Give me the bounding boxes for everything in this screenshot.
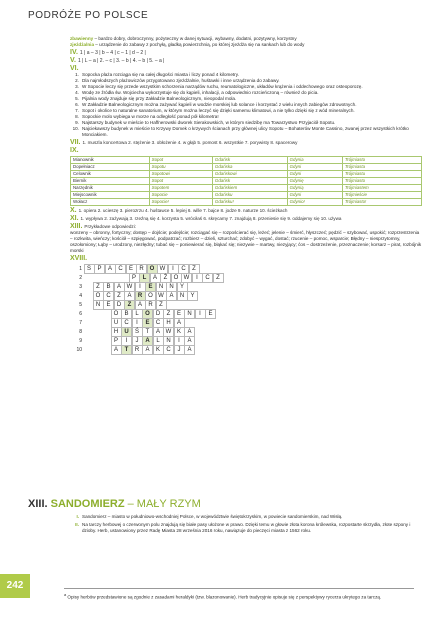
glossary-text: – urządzenie do zabawy z pochyłą, gładką powierzchnią, po której zjeżdża się na sankach lub do wody	[94, 42, 305, 47]
crossword-row	[72, 264, 422, 273]
case-form-cell: Trójmiasto!	[342, 199, 421, 206]
crossword-cell: Y	[187, 291, 198, 301]
answer-key-content	[70, 36, 422, 354]
crossword-cell: O	[93, 291, 104, 301]
chapter-name: SANDOMIERZ	[50, 498, 125, 510]
crossword-cell: Z	[163, 309, 174, 319]
crossword-cell: W	[156, 291, 167, 301]
crossword-cell: N	[166, 282, 177, 292]
crossword-cell: Z	[156, 300, 167, 310]
section-number: XIII.	[70, 223, 83, 230]
case-form-cell: Gdańskiem	[212, 185, 287, 192]
crossword-cell: O	[147, 264, 158, 274]
list-item	[70, 126, 422, 138]
list-item-number: 5.	[75, 96, 79, 101]
section-x	[70, 208, 422, 214]
case-form-cell: Gdynio!	[287, 199, 342, 206]
section-ix	[70, 148, 422, 154]
crossword-row-number: 5	[79, 301, 82, 308]
crossword-cell: E	[142, 318, 153, 328]
case-form-cell: Trójmieście	[342, 192, 421, 199]
crossword-row-number: 7	[79, 319, 82, 326]
crossword-cell: W	[157, 264, 168, 274]
crossword-spacer	[93, 310, 102, 318]
crossword-cell: I	[195, 309, 206, 319]
section-title: Przykładowe odpowiedzi:	[84, 224, 136, 229]
list-item-number: II.	[75, 522, 79, 527]
crossword-cell: L	[139, 273, 150, 283]
crossword-spacer	[93, 337, 102, 345]
case-name-cell: Miejscownik	[71, 192, 150, 199]
list-item	[70, 522, 422, 534]
crossword-cell: E	[145, 282, 156, 292]
case-form-cell: Gdańskowi	[212, 171, 287, 178]
crossword-cell: N	[93, 300, 104, 310]
crossword-cell: B	[121, 309, 132, 319]
case-form-cell: Gdyni	[287, 192, 342, 199]
crossword-cell: D	[153, 309, 164, 319]
case-form-cell: Gdańsk	[212, 157, 287, 164]
crossword-row-number: 8	[79, 328, 82, 335]
table-row	[71, 192, 422, 199]
crossword-cell: C	[121, 318, 132, 328]
crossword-cell: N	[156, 282, 167, 292]
case-form-cell: Gdynię	[287, 178, 342, 185]
crossword-cell: E	[126, 264, 137, 274]
footnote	[64, 588, 414, 601]
crossword-cell: R	[136, 264, 147, 274]
crossword-cell: Z	[213, 273, 224, 283]
list-item-number: 1.	[75, 72, 79, 77]
crossword-cell: A	[174, 318, 185, 328]
crossword-cell: A	[153, 327, 164, 337]
case-form-cell: Gdańska	[212, 164, 287, 171]
crossword-cell: S	[84, 264, 95, 274]
crossword-cell: A	[124, 291, 135, 301]
crossword-cell: Z	[124, 300, 135, 310]
case-form-cell: Gdańsku	[212, 192, 287, 199]
section-xviii	[70, 256, 422, 262]
crossword-grid	[72, 264, 422, 354]
crossword-cell: N	[177, 291, 188, 301]
crossword-cell: K	[174, 327, 185, 337]
crossword-cell: C	[153, 318, 164, 328]
table-row	[71, 178, 422, 185]
crossword-cell: P	[111, 336, 122, 346]
crossword-cell: A	[105, 264, 116, 274]
case-form-cell: Sopocie	[149, 192, 212, 199]
table-row	[71, 171, 422, 178]
crossword-cell: I	[174, 336, 185, 346]
glossary-text: – bardzo dobry, dobroczynny, pożyteczny w danej sytuacji, wybawny, dodatni, pozytywny, korzystny	[93, 36, 297, 41]
crossword-row-number: 3	[79, 283, 82, 290]
list-item-number: I.	[76, 514, 79, 519]
crossword-cell: N	[184, 309, 195, 319]
crossword-cell: A	[142, 345, 153, 355]
list-item-text: Wodę ze źródła św. Wojciecha wykorzystuje się do kąpieli, inhalacji, a odpowiednio rozcieńczoną – również do picia.	[82, 90, 319, 95]
crossword-cell: A	[184, 336, 195, 346]
crossword-cell: Z	[93, 282, 104, 292]
crossword-cell: E	[103, 300, 114, 310]
crossword-row	[72, 345, 422, 354]
crossword-cell: O	[111, 309, 122, 319]
crossword-cell: T	[121, 345, 132, 355]
running-header: PODRÓŻE PO POLSCE	[28, 10, 149, 21]
crossword-cell: C	[178, 264, 189, 274]
list-item-text: Sandomierz – miasto w południowo-wschodniej Polsce, w województwie świętokrzyskim, w powiecie sandomierskim, nad Wisłą.	[82, 514, 343, 519]
crossword-spacer	[84, 274, 93, 282]
table-row	[71, 157, 422, 164]
list-item-text: Pijalnia wody znajduje się przy Zakładzie Balneologicznym, nieopodal mola.	[82, 96, 237, 101]
synonyms-text: wonzeny – obronny, fortyczny; dostęp – dojście; podejście; rozciągać się – rozpościerać się, leżeć; jelenie – śmierć, hłyszczeć; pędzić – szybować, uspokić; rozprzestrzenia – rozkwita, wieńczy; kościół – szpięgować, podpatrzać; rozbierz – dzieli, szturchać; zdobyć – wygać, dostać; rzucenie – pomoc, wsparcie; Błędny – niesprzytomny, oszołomiony; Łąby – urodzony, niezłędny; tubać się – poniewierać się, błąkać się; niezywie – martwy, niezyjący; ćos – dostrzeżenie, przeznaczenie; korsarz – pirat, rozbójnik morski	[70, 230, 422, 253]
crossword-spacer	[93, 328, 102, 336]
section-text: 1. wypływa 2. zażywają 3. rzeźną się 4. korzysta 5. wróciłaś 6. skręcamy 7. znajdują 8. przeniesie się 9. oddajemy się 10. używa	[80, 216, 342, 221]
crossword-cell: U	[111, 318, 122, 328]
crossword-cell: I	[135, 282, 146, 292]
crossword-spacer	[84, 310, 93, 318]
crossword-cell: U	[121, 327, 132, 337]
crossword-cell: C	[163, 345, 174, 355]
section-text: 1 | a – 3 | b – 4 | c – 1 | d – 2 |	[79, 50, 146, 56]
crossword-row-number: 1	[79, 265, 82, 272]
crossword-cell: B	[103, 282, 114, 292]
glossary-term: zjeżdżalnia	[70, 42, 94, 47]
case-form-cell: Sopot	[149, 178, 212, 185]
crossword-cell: W	[163, 327, 174, 337]
table-row	[71, 185, 422, 192]
case-form-cell: Sopotu	[149, 164, 212, 171]
crossword-spacer	[93, 274, 102, 282]
crossword-cell: O	[145, 291, 156, 301]
section-number: V.	[70, 57, 76, 64]
crossword-cell: I	[132, 318, 143, 328]
list-item-number: 3.	[75, 84, 79, 89]
chapter-title	[28, 498, 201, 510]
crossword-row-number: 10	[76, 346, 82, 353]
section-number: IX.	[70, 147, 79, 154]
crossword-spacer	[84, 328, 93, 336]
table-row	[71, 164, 422, 171]
case-form-cell: Trójmiastu	[342, 171, 421, 178]
crossword-cell: H	[111, 327, 122, 337]
list-item-number: 10.	[72, 126, 79, 131]
case-form-cell: Sopotowi	[149, 171, 212, 178]
glossary-entry	[70, 42, 422, 48]
crossword-cell: O	[171, 273, 182, 283]
case-form-cell: Gdańsku!	[212, 199, 287, 206]
list-item-text: Najstarszy budynek w mieście to Haffnerowski dworek Sierakowskich, w którym siedzibę ma Towarzystwo Przyjaciół Sopotu.	[82, 120, 336, 125]
crossword-cell: L	[153, 336, 164, 346]
section-number: VI.	[70, 65, 79, 72]
crossword-cell: A	[166, 291, 177, 301]
declension-table	[70, 156, 422, 206]
chapter-answers	[70, 514, 422, 536]
crossword-cell: I	[168, 264, 179, 274]
crossword-cell: W	[181, 273, 192, 283]
crossword-cell: C	[202, 273, 213, 283]
case-form-cell: Gdynią	[287, 185, 342, 192]
crossword-cell: Y	[177, 282, 188, 292]
section-vii	[70, 140, 422, 146]
crossword-cell: L	[132, 309, 143, 319]
case-form-cell: Trójmiasto	[342, 178, 421, 185]
case-form-cell: Sopotem	[149, 185, 212, 192]
chapter-subtitle: – MAŁY RZYM	[124, 498, 201, 510]
crossword-cell: I	[121, 336, 132, 346]
crossword-cell: P	[129, 273, 140, 283]
case-form-cell: Gdynia	[287, 157, 342, 164]
list-item-text: Sopockie molo wybiega w morze na odległość ponad pół kilometra!	[82, 114, 219, 119]
list-item-text: Na tarczy herbowej o czerwonym polu znajdują się białe pasy ułożone w prawo. Dzięki temu w głowie złota korona królewska, rozpostarte skrzydła, złote szpony i dzioby. Herb, ustanowiony przez Radę Miasta 28 września 2016 roku, nawiązuje do pieczęci miasta z 1562 roku.	[82, 522, 411, 533]
crossword-row-number: 6	[79, 310, 82, 317]
crossword-cell: D	[114, 300, 125, 310]
glossary-term: zbawienny	[70, 36, 94, 41]
list-item-text: Sopocka plaża rozciąga się na całej długości miasta i liczy ponad 4 kilometry.	[82, 72, 239, 77]
crossword-spacer	[84, 319, 93, 327]
crossword-cell: C	[115, 264, 126, 274]
crossword-cell: A	[150, 273, 161, 283]
crossword-cell: Ś	[132, 327, 143, 337]
crossword-spacer	[93, 319, 102, 327]
list-item-text: Sopot i okolice to naturalne sanatorium, w którym można leczyć się dzięki samemu klimatowi, a nie tylko dzięki się z wód mineralnych.	[82, 108, 355, 113]
list-item-number: 9.	[75, 120, 79, 125]
crossword-cell: I	[192, 273, 203, 283]
crossword-cell: A	[111, 345, 122, 355]
crossword-cell: A	[114, 282, 125, 292]
crossword-cell: E	[205, 309, 216, 319]
case-form-cell: Trójmiasta	[342, 164, 421, 171]
case-name-cell: Narzędnik	[71, 185, 150, 192]
case-name-cell: Wołacz	[71, 199, 150, 206]
list-item-number: 4.	[75, 90, 79, 95]
case-form-cell: Gdyni	[287, 171, 342, 178]
crossword-row-number: 9	[79, 337, 82, 344]
case-name-cell: Biernik	[71, 178, 150, 185]
crossword-spacer	[111, 274, 120, 282]
crossword-cell: E	[174, 309, 185, 319]
case-name-cell: Dopełniacz	[71, 164, 150, 171]
case-name-cell: Mianownik	[71, 157, 150, 164]
footnote-text: Opisy herbów przedstawione są zgodnie z zasadami heraldyki (tzw. blazonowanie). Herb tradycyjnie opisuje się z perspektywy rycerza ukrytego za tarczą.	[67, 594, 382, 600]
list-item-text: W Sopocie leczy się przede wszystkim schorzenia narządów ruchu, reumatologiczne, układów krążenia i oddechowego oraz osteoporozę.	[82, 84, 363, 89]
crossword-cell: A	[184, 327, 195, 337]
section-number: XI.	[70, 215, 79, 222]
crossword-cell: J	[132, 336, 143, 346]
crossword-row-number: 4	[79, 292, 82, 299]
crossword-cell: Ż	[160, 273, 171, 283]
case-form-cell: Sopocie!	[149, 199, 212, 206]
crossword-cell: N	[163, 336, 174, 346]
crossword-cell: A	[142, 336, 153, 346]
section-number: XVIII.	[70, 255, 88, 262]
crossword-cell: A	[184, 345, 195, 355]
section-number: IV.	[70, 49, 78, 56]
crossword-cell: R	[145, 300, 156, 310]
list-item-text: Dla najmłodszych plażowiczów przygotowano zjeżdżalnie, huśtawki i inne urządzenia do zabawy.	[82, 78, 280, 83]
crossword-row-number: 2	[79, 274, 82, 281]
page-number: 242	[0, 574, 30, 598]
crossword-cell: K	[153, 345, 164, 355]
case-form-cell: Sopot	[149, 157, 212, 164]
crossword-cell: P	[94, 264, 105, 274]
crossword-cell: W	[124, 282, 135, 292]
crossword-cell: Z	[114, 291, 125, 301]
crossword-cell: R	[132, 345, 143, 355]
list-item-number: 6.	[75, 102, 79, 107]
section-xi	[70, 216, 422, 222]
case-form-cell: Trójmiastem	[342, 185, 421, 192]
case-form-cell: Gdańsk	[212, 178, 287, 185]
section-iv	[70, 50, 422, 56]
list-item-text: Najciekawszy budynek w mieście to Krzywy Domek o krzywych ścianach przy głównej ulicy Sopotu – Bohaterów Monte Cassino, zwanej przez wszystkich krótko Monciakiem.	[82, 126, 409, 137]
section-text: 1. muszla koncertowa 2. stężenie 3. obłożenie 4. w głąb 5. pomost 6. wszystkie 7. porywisty 8. spacerowy	[82, 140, 298, 145]
case-form-cell: Gdyni	[287, 164, 342, 171]
chapter-number: XIII.	[28, 498, 48, 510]
crossword-cell: A	[135, 300, 146, 310]
list-item-text: W Zakładzie Balneologicznym można zażywać kąpieli w wodzie morskiej lub solance i korzystać z wielu innych zabiegów zdrowotnych.	[82, 102, 357, 107]
section-number: VII.	[70, 139, 81, 146]
crossword-spacer	[84, 346, 93, 354]
crossword-cell: Z	[189, 264, 200, 274]
vi-list	[70, 72, 422, 138]
crossword-cell: H	[163, 318, 174, 328]
section-v	[70, 58, 422, 64]
crossword-spacer	[93, 346, 102, 354]
case-name-cell: Celownik	[71, 171, 150, 178]
crossword-cell: J	[174, 345, 185, 355]
case-form-cell: Trójmiasto	[342, 157, 421, 164]
list-item-number: 8.	[75, 114, 79, 119]
crossword-spacer	[84, 337, 93, 345]
section-text: 1. opiera 2. ucieszę 3. pierozrzu 4. huśtawce 5. lepiej 6. wille 7. bajce 8. jodze 9. naturze 10. ścieżkach	[78, 208, 288, 213]
crossword-spacer	[102, 274, 111, 282]
crossword-cell: C	[103, 291, 114, 301]
crossword-cell: T	[142, 327, 153, 337]
list-item	[70, 514, 422, 520]
list-item-number: 7.	[75, 108, 79, 113]
table-row	[71, 199, 422, 206]
list-item-number: 2.	[75, 78, 79, 83]
section-text: 1 | L – a | 2. – c | 3. – b | 4. – b | 5. – a |	[77, 58, 165, 64]
crossword-cell: O	[142, 309, 153, 319]
section-number: X.	[70, 207, 77, 214]
footnote-mark: a	[64, 593, 67, 597]
crossword-cell: R	[135, 291, 146, 301]
